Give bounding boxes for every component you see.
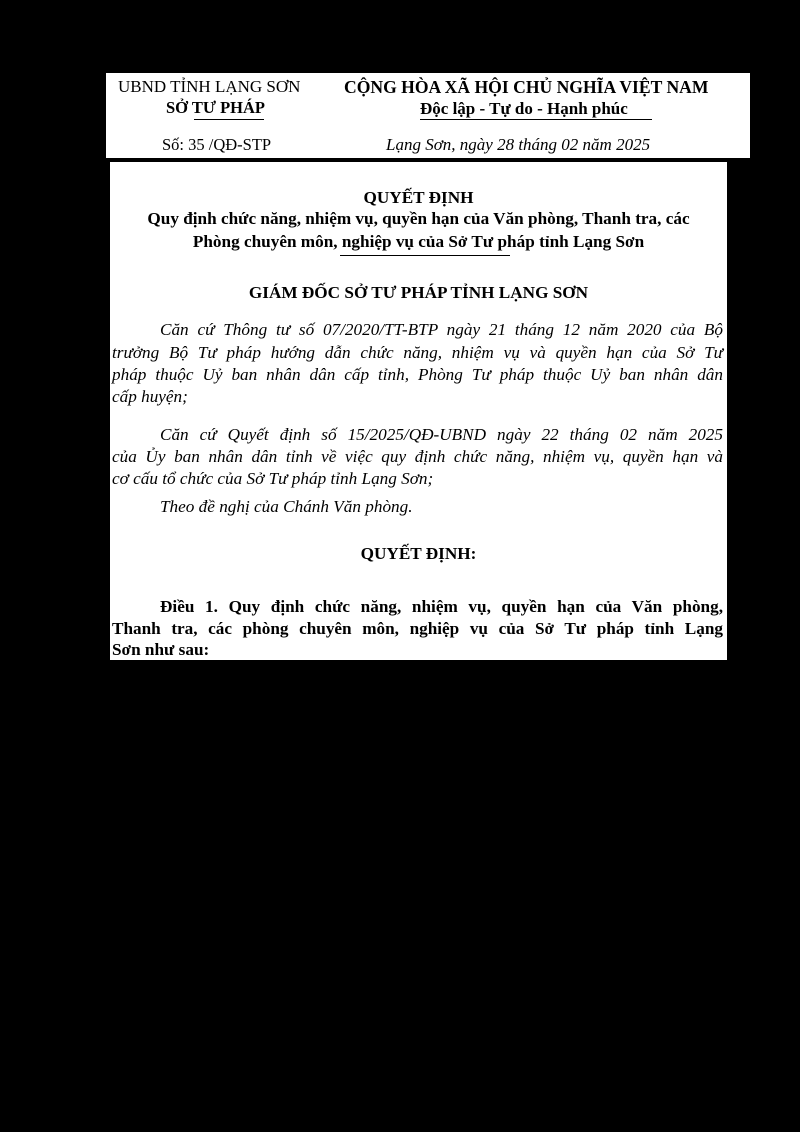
document-body — [110, 162, 727, 660]
document-number: Số: 35 /QĐ-STP — [162, 135, 272, 154]
decision-heading: QUYẾT ĐỊNH: — [360, 544, 477, 563]
place-and-date: Lạng Sơn, ngày 28 tháng 02 năm 2025 — [386, 135, 651, 154]
document-subject-line: Phòng chuyên môn, nghiệp vụ của Sở Tư pháp tỉnh Lạng Sơn — [192, 232, 645, 251]
agency-name: SỞ TƯ PHÁP — [166, 98, 266, 117]
issuing-authority: GIÁM ĐỐC SỞ TƯ PHÁP TỈNH LẠNG SƠN — [248, 283, 589, 302]
title-underline — [340, 255, 510, 256]
basis-line: cấp huyện; — [112, 387, 188, 406]
national-motto: Độc lập - Tự do - Hạnh phúc — [420, 99, 628, 118]
article-line: Thanh tra, các phòng chuyên môn, nghiệp vụ của Sở Tư pháp tỉnh Lạng — [112, 619, 723, 638]
document-type: QUYẾT ĐỊNH — [363, 188, 474, 207]
basis-line: của Ủy ban nhân dân tỉnh về việc quy định chức năng, nhiệm vụ, quyền hạn và — [112, 447, 723, 466]
basis-line: Căn cứ Quyết định số 15/2025/QĐ-UBND ngày 22 tháng 02 năm 2025 — [160, 425, 723, 444]
article-line: Điều 1. Quy định chức năng, nhiệm vụ, quyền hạn của Văn phòng, — [160, 597, 723, 616]
motto-underline — [420, 119, 652, 120]
basis-line: pháp thuộc Uỷ ban nhân dân cấp tỉnh, Phòng Tư pháp thuộc Uỷ ban nhân dân — [112, 365, 723, 384]
basis-line: Theo đề nghị của Chánh Văn phòng. — [160, 497, 413, 516]
agency-parent: UBND TỈNH LẠNG SƠN — [118, 77, 301, 96]
document-subject-line: Quy định chức năng, nhiệm vụ, quyền hạn của Văn phòng, Thanh tra, các — [147, 209, 690, 228]
basis-line: trưởng Bộ Tư pháp hướng dẫn chức năng, nhiệm vụ và quyền hạn của Sở Tư — [112, 343, 723, 362]
article-line: Sơn như sau: — [112, 640, 210, 659]
agency-underline — [194, 119, 264, 120]
basis-line: cơ cấu tổ chức của Sở Tư pháp tỉnh Lạng Sơn; — [112, 469, 434, 488]
national-title: CỘNG HÒA XÃ HỘI CHỦ NGHĨA VIỆT NAM — [344, 77, 709, 97]
document-header — [106, 73, 750, 158]
basis-line: Căn cứ Thông tư số 07/2020/TT-BTP ngày 21 tháng 12 năm 2020 của Bộ — [160, 320, 723, 339]
